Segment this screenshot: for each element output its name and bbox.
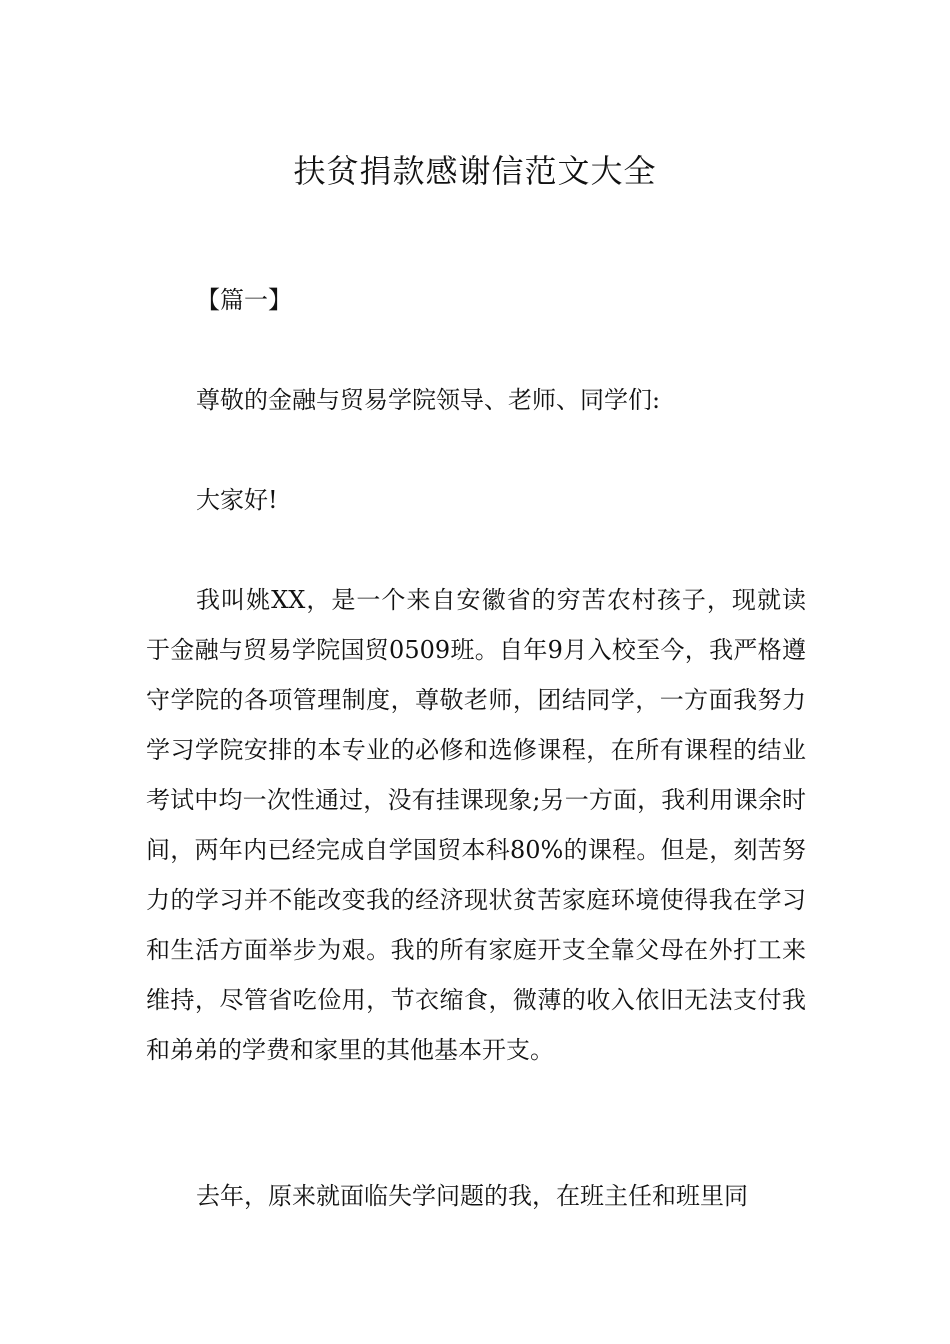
section-label: 【篇一】 xyxy=(196,286,292,314)
body-paragraph: 我叫姚XX，是一个来自安徽省的穷苦农村孩子，现就读于金融与贸易学院国贸0509班。自年9月入校至今，我严格遵守学院的各项管理制度，尊敬老师，团结同学，一方面我努力学习学院安排的本专业的必修和选修课程，在所有课程的结业考试中均一次性通过，没有挂课现象;另一方面，我利用课余时间，两年内已经完成自学国贸本科80%的课程。但是，刻苦努力的学习并不能改变我的经济现状贫苦家庭环境使得我在学习和生活方面举步为艰。我的所有家庭开支全靠父母在外打工来维持，尽管省吃俭用，节衣缩食，微薄的收入依旧无法支付我和弟弟的学费和家里的其他基本开支。 xyxy=(146,586,806,1064)
body-paragraph: 去年，原来就面临失学问题的我，在班主任和班里同 xyxy=(196,1182,748,1210)
salutation-line: 尊敬的金融与贸易学院领导、老师、同学们: xyxy=(196,386,661,414)
greeting-line: 大家好! xyxy=(196,486,278,514)
document-title: 扶贫捐款感谢信范文大全 xyxy=(293,152,657,191)
